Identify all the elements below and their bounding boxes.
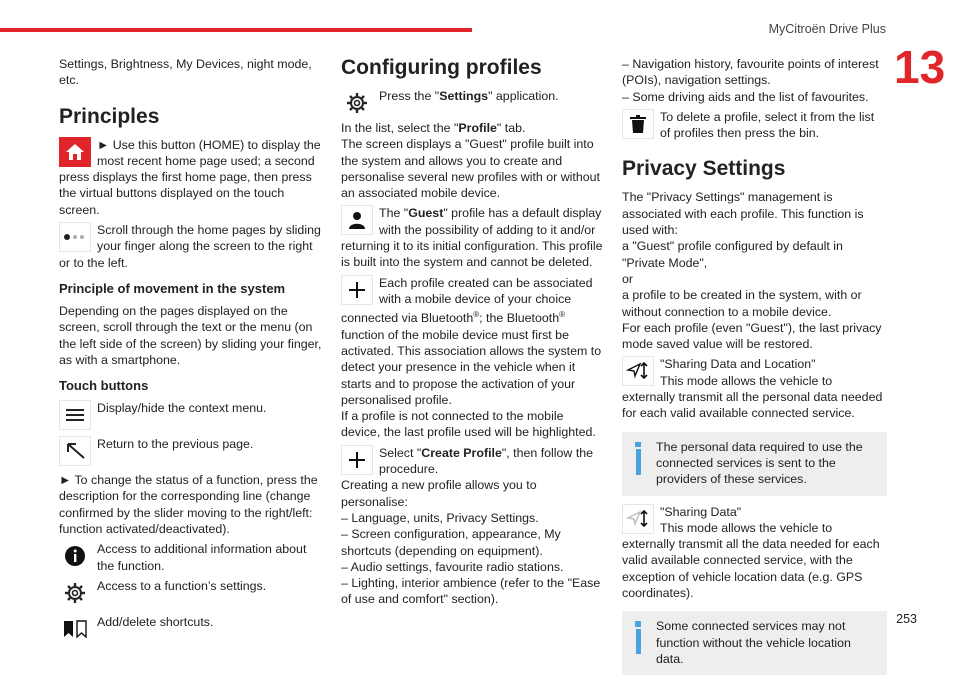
- list-item: – Screen configuration, appearance, My shortcuts (depending on equipment).: [341, 527, 561, 558]
- info-text: Access to additional information about the function.: [97, 542, 307, 573]
- column-middle: [341, 56, 605, 608]
- not-connected-text: If a profile is not connected to the mobile device, the last profile used will be highlighted.: [341, 409, 596, 440]
- user-icon: [341, 205, 373, 235]
- privacy-settings-heading: Privacy Settings: [622, 157, 786, 181]
- sharing-data-item: [622, 504, 887, 602]
- profile-line: a profile to be created in the system, with or without connection to a mobile device.: [622, 288, 862, 319]
- scroll-item: [59, 222, 324, 271]
- each-profile-text: For each profile (even "Guest"), the last privacy mode saved value will be restored.: [622, 320, 882, 352]
- home-icon: [59, 137, 91, 167]
- info-note: [622, 611, 887, 675]
- movement-text: Depending on the pages displayed on the screen, scroll through the text or the menu (on the left side of the screen) by sliding your finger, as with a smartphone.: [59, 303, 322, 367]
- guest-line: a "Guest" profile configured by default in "Private Mode",: [622, 239, 843, 270]
- scroll-text: Scroll through the home pages by sliding your finger along the screen to the right or to the left.: [59, 223, 321, 270]
- privacy-intro: The "Privacy Settings" management is associated with each profile. This function is used with:: [622, 190, 864, 238]
- page-dots-icon: [59, 222, 91, 252]
- info-bar-icon: [630, 618, 646, 654]
- press-settings-item: [341, 88, 605, 120]
- sharing-location-title: "Sharing Data and Location": [660, 357, 816, 372]
- profile-tab-text: In the list, select the "Profile" tab.: [341, 121, 526, 135]
- or-text: or: [622, 271, 634, 286]
- header-accent-bar: [0, 28, 472, 32]
- menu-text: Display/hide the context menu.: [97, 401, 267, 416]
- status-text: ► To change the status of a function, press the description for the corresponding line (change confirmed by the slider moving to the right/left: function activated/deactivated).: [59, 473, 318, 537]
- settings-item: [59, 578, 324, 610]
- delete-profile-item: [622, 109, 887, 142]
- touch-buttons-heading: Touch buttons: [59, 378, 149, 394]
- back-text: Return to the previous page.: [97, 437, 254, 452]
- shortcuts-item: [59, 614, 324, 646]
- sharing-data-title: "Sharing Data": [660, 504, 742, 519]
- list-item: – Lighting, interior ambience (refer to the "Ease of use and comfort" section).: [341, 576, 601, 607]
- guest-item: [341, 205, 605, 270]
- sharing-location-item: [622, 356, 887, 421]
- list-item: – Navigation history, favourite points of interest (POIs), navigation settings.: [622, 57, 879, 88]
- personalise-intro: Creating a new profile allows you to personalise:: [341, 478, 537, 509]
- gear-icon: [341, 88, 373, 118]
- menu-icon: [59, 400, 91, 430]
- bluetooth-text: Each profile created can be associated with a mobile device of your choice connected via Bluetooth®; the Bluetooth® function of the mobile device must first be activated. This association allows the system to detect your presence in the vehicle when it starts and to propose the activation of your personalised profile.: [341, 275, 602, 407]
- back-arrow-icon: [59, 436, 91, 466]
- bin-icon: [622, 109, 654, 139]
- note-text: Some connected services may not function without the vehicle location data.: [656, 619, 851, 666]
- create-profile-text: Select "Create Profile", then follow the procedure.: [379, 445, 594, 477]
- list-item: – Some driving aids and the list of favourites.: [622, 89, 869, 104]
- info-bar-icon: [630, 439, 646, 475]
- running-title: MyCitroën Drive Plus: [768, 22, 886, 36]
- plus-icon: [341, 445, 373, 475]
- info-icon: [59, 541, 91, 571]
- home-item: [59, 137, 324, 218]
- guest-text: The "Guest" profile has a default display with the possibility of adding to it and/or returning it to its initial configuration. This profile is built into the system and cannot be deleted.: [341, 206, 603, 270]
- note-text: The personal data required to use the connected services is sent to the providers of these services.: [656, 439, 863, 487]
- home-text: ► Use this button (HOME) to display the most recent home page used; a second press displays the first home page, then press the virtual buttons displayed on the touch screen.: [59, 137, 321, 217]
- shortcuts-text: Add/delete shortcuts.: [97, 614, 214, 629]
- bluetooth-item: [341, 275, 605, 409]
- create-profile-item: [341, 445, 605, 478]
- intro-text: Settings, Brightness, My Devices, night mode, etc.: [59, 57, 312, 88]
- plus-icon: [341, 275, 373, 305]
- back-item: [59, 436, 324, 468]
- column-left: [59, 56, 324, 646]
- settings-text: Access to a function’s settings.: [97, 578, 267, 593]
- list-item: – Language, units, Privacy Settings.: [341, 510, 539, 525]
- guest-description: The screen displays a "Guest" profile built into the system and allows you to create and personalise several new profiles with or without an associated mobile device.: [341, 137, 600, 201]
- page-number: 253: [896, 612, 917, 626]
- movement-heading: Principle of movement in the system: [59, 280, 286, 296]
- location-share-icon: [622, 356, 654, 386]
- sharing-location-text: This mode allows the vehicle to externally transmit all the personal data needed for each valid available connected service.: [622, 373, 883, 421]
- gear-icon: [59, 578, 91, 608]
- info-item: [59, 541, 324, 574]
- delete-profile-text: To delete a profile, select it from the list of profiles then press the bin.: [660, 109, 875, 141]
- list-item: – Audio settings, favourite radio stations.: [341, 559, 564, 574]
- menu-item: [59, 400, 324, 432]
- press-settings-text: Press the "Settings" application.: [379, 89, 559, 103]
- column-right: [622, 56, 887, 683]
- chapter-number: 13: [894, 41, 946, 93]
- info-note: [622, 432, 887, 496]
- bookmark-icon: [59, 614, 91, 644]
- configuring-profiles-heading: Configuring profiles: [341, 56, 542, 79]
- sharing-data-text: This mode allows the vehicle to externally transmit all the data needed for each valid available connected service, with the exception of vehicle location data (e.g. GPS coordinates).: [622, 520, 880, 601]
- principles-heading: Principles: [59, 104, 160, 128]
- data-share-icon: [622, 504, 654, 534]
